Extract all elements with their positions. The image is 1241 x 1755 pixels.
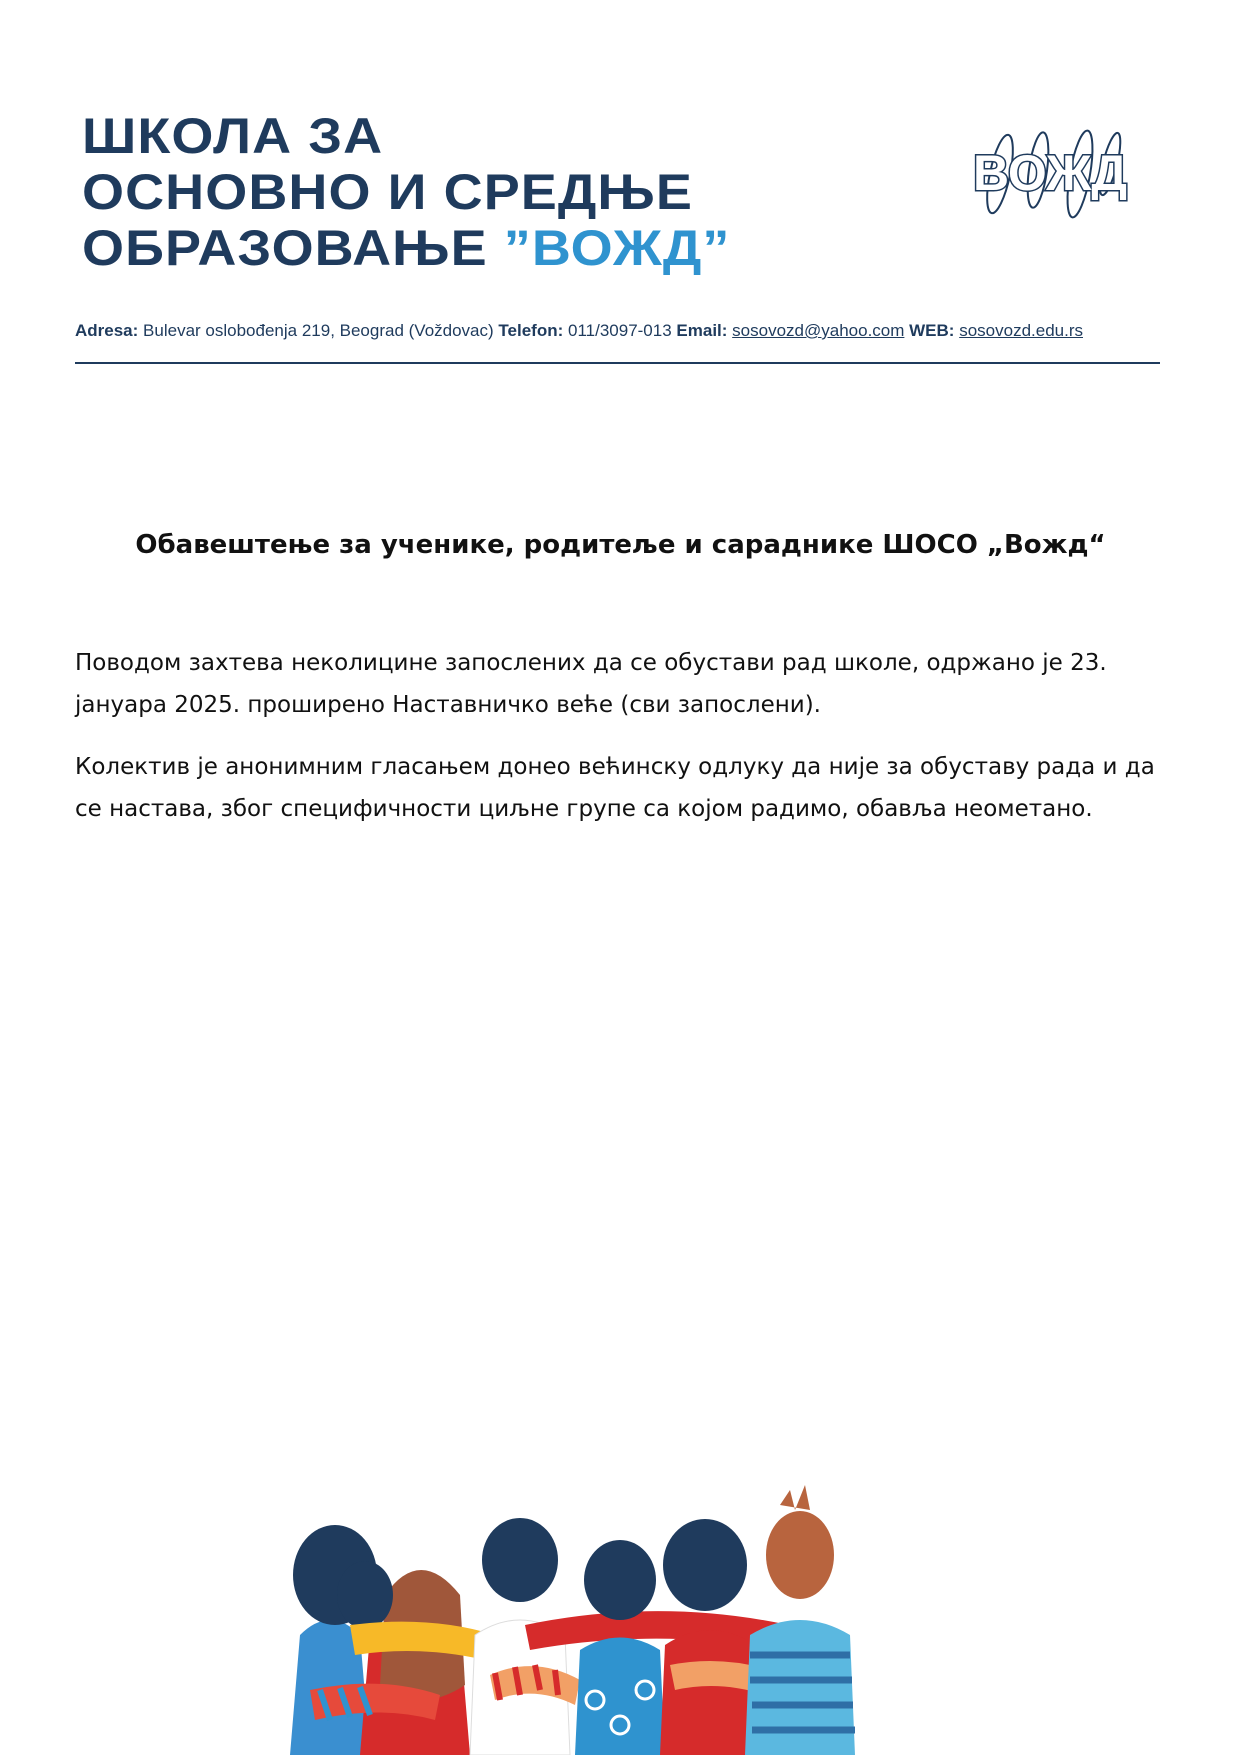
address-label: Adresa: [75, 321, 139, 340]
school-name-line-3 [82, 220, 731, 276]
vozhd-logo-text: ВОЖД [973, 145, 1127, 201]
group-hug-illustration [290, 1485, 950, 1755]
web-label: WEB: [909, 321, 955, 340]
school-name-accent: ”ВОЖД” [503, 220, 731, 276]
web-link[interactable]: sosovozd.edu.rs [959, 321, 1083, 340]
notice-paragraph-2: Колектив је анонимним гласањем донео већинску одлуку да није за обуставу рада и да се настава, због специфичности циљне групе са којом радимо, обавља неометано. [75, 754, 1155, 822]
email-label: Email: [676, 321, 728, 340]
school-name-line-2: ОСНОВНО И СРЕДЊЕ [82, 164, 693, 220]
address-value: Bulevar oslobođenja 219, Beograd (Voždovac) [143, 321, 494, 340]
notice-paragraph-1: Поводом захтева неколицине запослених да се обустави рад школе, одржано је 23. јануара 2025. проширено Наставничко веће (сви запослени). [75, 650, 1107, 718]
email-link[interactable]: sosovozd@yahoo.com [732, 321, 905, 340]
school-name-line-1: ШКОЛА ЗА [82, 108, 384, 164]
school-name-heading [82, 108, 731, 276]
header-divider [75, 362, 1160, 364]
contact-line [75, 321, 1083, 341]
phone-label: Telefon: [498, 321, 564, 340]
vozhd-logo [960, 112, 1140, 232]
school-name-line-3-text: ОБРАЗОВАЊЕ [82, 220, 488, 276]
phone-value: 011/3097-013 [568, 321, 672, 340]
notice-title: Обавештење за ученике, родитеље и сараднике ШОСО „Вожд“ [135, 530, 1106, 560]
